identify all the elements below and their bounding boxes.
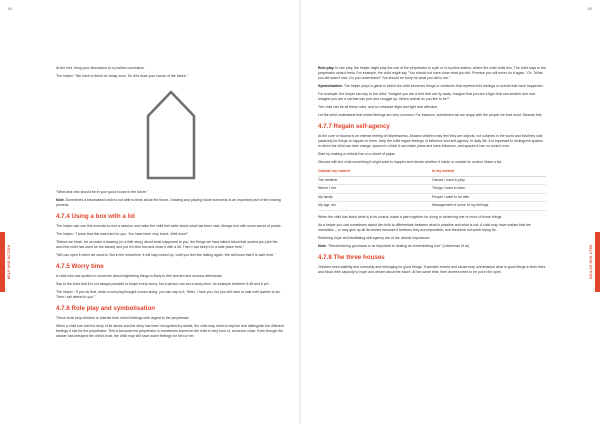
table-cell: Games I want to play bbox=[432, 176, 546, 185]
paragraph: The helper: "I know that this was hard for you. You have been very brave. Well done!" bbox=[56, 232, 189, 236]
paragraph: The helper: "If you do that, when a worrying thought comes along, you can say to it, 'Hello, I hear you, but you will have to wait until quarter to six. Then I will attend to you'." bbox=[56, 290, 281, 299]
note-label: Note. bbox=[318, 243, 327, 248]
table-header-outside: Outside my control bbox=[318, 168, 432, 176]
note-text: "Remembering goodness is as important to healing as remembering hurt" (Lieberman et al). bbox=[326, 243, 470, 248]
paragraph: At the end, bring your discussion to a positive conclusion. bbox=[56, 66, 145, 70]
paragraph: Restoring hope and facilitating self-agency are of the utmost importance. bbox=[318, 235, 431, 240]
paragraph: Say to the child that it is not always possible to forget every worry, but a person can set a worry-time, for example between 5:45 and 6 pm. bbox=[56, 282, 270, 286]
paragraph: The child can be all these roles, and so rehearse flight and fight and affection. bbox=[318, 105, 439, 109]
paragraph: Start by making a vertical line on a sheet of paper. bbox=[318, 152, 396, 156]
paragraph: At the core of trauma is an intense feeling of helplessness. Abused children may feel they are objects, not subjects in the world and that they wait passively for things to happen to them. Help the child regain feelings of influence and self-agency. In daily life, it is important to distinguish spaces in which the child can take charge, spaces in which it can make plans and have influence, and spaces it has no control over. bbox=[318, 134, 543, 148]
page-gutter bbox=[299, 0, 301, 424]
paragraph: "What and who should be in your good house in the future." bbox=[56, 190, 149, 194]
table-header-inside: In my control bbox=[432, 168, 546, 176]
table-cell: My family bbox=[318, 193, 432, 202]
side-tab-left bbox=[0, 232, 5, 292]
table-cell: People I want to be with bbox=[432, 193, 546, 202]
paragraph: "Before we finish, let us make a drawing (or a little story) about what happened to you, the things we have talked about that scared you (are the word the child has used for the abuse) and put it in this box and close it with a lid. Then I can keep it in a safe place here." bbox=[56, 240, 278, 249]
section-heading-self-agency: 4.7.7 Regain self-agency bbox=[318, 123, 390, 130]
paragraph: These tools help children to tolerate their mixed feelings with regard to the perpetrator. bbox=[56, 316, 190, 320]
table-cell: The weather bbox=[318, 176, 432, 185]
house-illustration bbox=[56, 82, 284, 186]
symbolisation-text: The helper plays a game in which the child becomes things or creatures that represent its feelings or events that have happened. bbox=[342, 84, 544, 88]
paragraph: When the child has listed what is in its control, make a plan together for doing or achieving one or more of those things. bbox=[318, 214, 503, 219]
table-row bbox=[318, 176, 546, 185]
page-number-left: 84 bbox=[8, 6, 13, 11]
table-row bbox=[318, 185, 546, 194]
control-table bbox=[318, 168, 546, 211]
side-tab-right bbox=[595, 232, 600, 292]
note-paragraph bbox=[56, 198, 284, 208]
paragraph: The helper: "We have to finish for today soon. So let's draw your house of the future." bbox=[56, 74, 188, 78]
paragraph: The helper can use this exercise to end a session and make the child feel safer about what has been said. Always end with some words of praise. bbox=[56, 224, 282, 228]
table-cell: Management of some of my feelings bbox=[432, 202, 546, 211]
role-play-text: In role play, the helper might play the role of the perpetrator in a jail or in a police station, where the child visits him. The child says to the perpetrator what it feels. For example, the child might say "You should not have done what you did. Promise you will never do it again." Or: "What you did wasn't nice. Do you understand? You should be sorry for what you did to me." bbox=[318, 66, 546, 80]
table-header-row bbox=[318, 168, 546, 176]
note-text: Sometimes a traumatised child is not able to think about the future. Drawing and playing future scenarios is an important part of the healing process. bbox=[56, 198, 281, 207]
paragraph: "We can open it when we want to. But in the meantime, it will stay locked up. Until you feel like talking again. We will know that it is safe here." bbox=[56, 253, 276, 257]
table-cell: Things I want to learn bbox=[432, 185, 546, 194]
page-number-right: 85 bbox=[587, 6, 592, 11]
paragraph: For example, the helper can say to the child: "Imagine you are a bird that can fly away. Imagine that you are a tiger that can scratch and roar. Imagine you are a cat that can purr and snuggle up. Which animal do you like to be?" bbox=[318, 92, 536, 101]
paragraph: As a helper you can sometimes assist the child to differentiate between what is possible and what is not. A child may have wishes that are unrealistic – or may give up all its wishes because it believes they are impossible, and therefore not worth trying for. bbox=[318, 222, 531, 232]
table-cell: My age, etc. bbox=[318, 202, 432, 211]
table-row bbox=[318, 193, 546, 202]
paragraph: When a child has told the story of its abuse and the story has been recognised by adults, the child may need to explore and distinguish the different feelings it has for the perpetrator. This is because the perpetrator is sometimes someone the child is very fond of, someone close. Even though the abuser has betrayed the child's trust, the child may still have warm feelings for him or her. bbox=[56, 324, 284, 338]
section-heading-three-houses: 4.7.8 The three houses bbox=[318, 253, 385, 261]
role-play-label: Role play. bbox=[318, 66, 335, 70]
paragraph: Discuss with the child something it might want to happen and decide whether it inside or outside its control. Make a list. bbox=[318, 160, 503, 164]
note-paragraph bbox=[318, 244, 546, 249]
paragraph: Children need stability and normality and belonging for good things. Traumatic events and abuse may overshadow what is good things in their lives and block their capacity to hope and dream about the future. At the same time, their worries need to be put in the open. bbox=[318, 264, 546, 274]
section-heading-worry: 4.7.5 Worry time bbox=[56, 263, 104, 270]
symbolisation-paragraph bbox=[318, 84, 546, 89]
side-tab-label-left: HELP AND ACTION bbox=[7, 244, 11, 280]
table-row bbox=[318, 202, 546, 211]
table-cell: Where I live bbox=[318, 185, 432, 194]
symbolisation-label: Symbolisation. bbox=[318, 84, 343, 88]
role-play-paragraph bbox=[318, 66, 546, 81]
note-label: Note. bbox=[56, 198, 65, 202]
left-page-column bbox=[56, 66, 284, 342]
section-heading-box: 4.7.4 Using a box with a lid bbox=[56, 213, 135, 220]
section-heading-role-play: 4.7.6 Role play and symbolisation bbox=[56, 305, 156, 312]
paragraph: A child who has spoken to someone about frightening things is likely to feel worried and anxious afterwards. bbox=[56, 274, 223, 278]
paragraph: Let the child understand that mixed feelings are very common. For instance, sometimes we are angry with the people we love most. Discuss this. bbox=[318, 113, 543, 117]
side-tab-label-right: HELP AND ACTION bbox=[589, 244, 593, 280]
right-page-column bbox=[318, 66, 546, 278]
house-icon bbox=[146, 88, 196, 180]
